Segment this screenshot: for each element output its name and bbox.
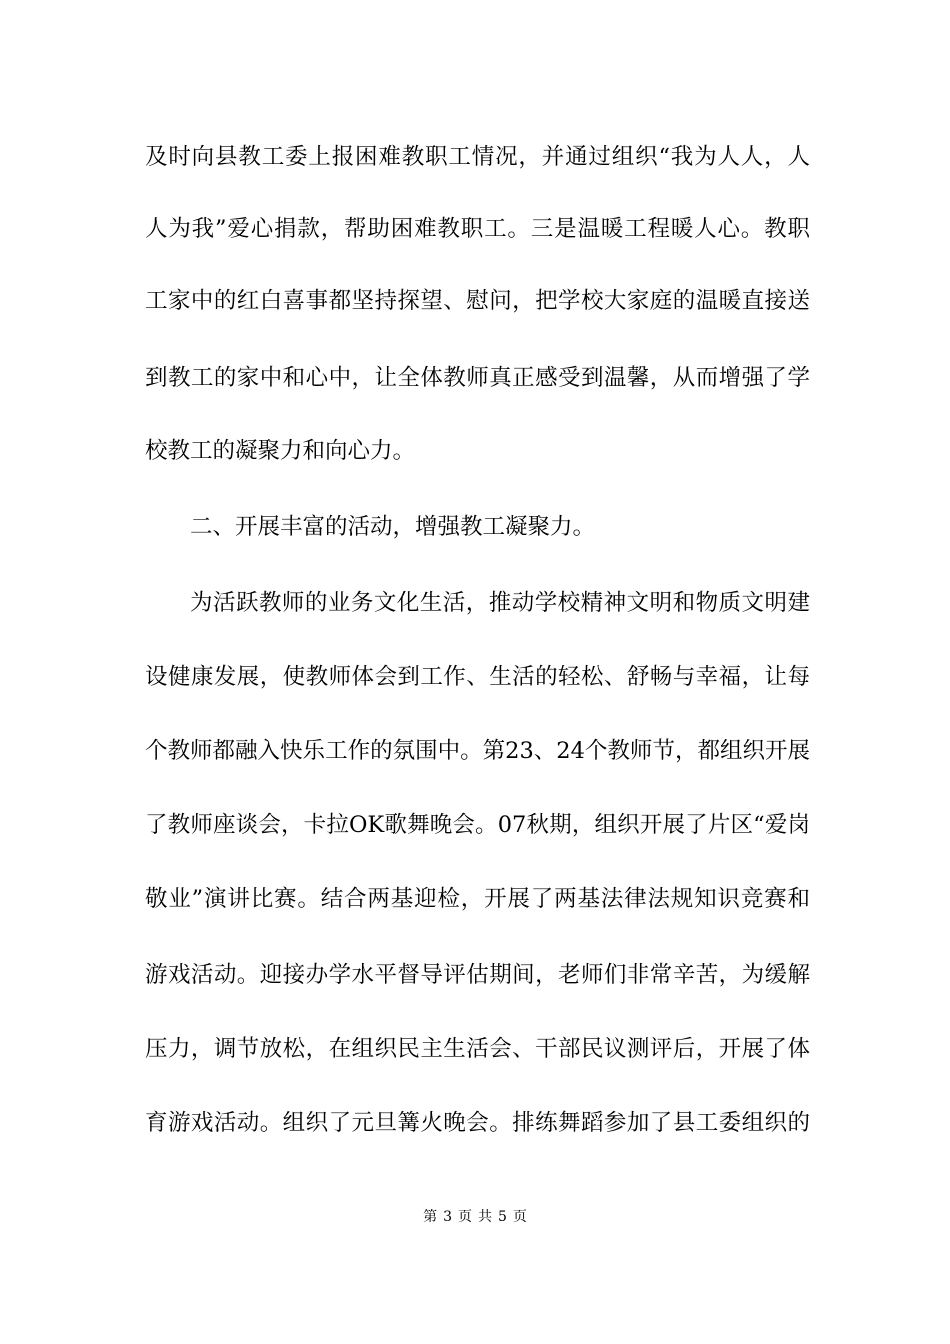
body-line-1: 及时向县教工委上报困难教职工情况，并通过组织“我为人人，人 (145, 144, 810, 170)
footer-suffix: 页 (512, 1209, 527, 1225)
section-heading: 二、开展丰富的活动，增强教工凝聚力。 (190, 514, 596, 540)
body-line-10: 了教师座谈会，卡拉OK歌舞晚会。07秋期，组织开展了片区“爱岗 (145, 812, 810, 838)
body-line-4: 到教工的家中和心中，让全体教师真正感受到温馨，从而增强了学 (145, 365, 810, 391)
page-footer (0, 1208, 950, 1226)
body-line-5: 校教工的凝聚力和向心力。 (145, 438, 416, 464)
body-line-13: 压力，调节放松，在组织民主生活会、干部民议测评后，开展了体 (145, 1036, 810, 1062)
body-line-12: 游戏活动。迎接办学水平督导评估期间，老师们非常辛苦，为缓解 (145, 962, 810, 988)
footer-total-prefix: 共 (478, 1209, 492, 1225)
body-line-2: 人为我”爱心捐款，帮助困难教职工。三是温暖工程暖人心。教职 (145, 216, 810, 242)
footer-page-word: 页 (458, 1209, 472, 1225)
body-line-9: 个教师都融入快乐工作的氛围中。第23、24个教师节，都组织开展 (145, 738, 810, 764)
body-line-8: 设健康发展，使教师体会到工作、生活的轻松、舒畅与幸福，让每 (145, 664, 810, 690)
body-line-3: 工家中的红白喜事都坚持探望、慰问，把学校大家庭的温暖直接送 (145, 288, 810, 314)
footer-current-page: 3 (443, 1209, 452, 1225)
body-line-14: 育游戏活动。组织了元旦篝火晚会。排练舞蹈参加了县工委组织的 (145, 1110, 810, 1136)
footer-total-pages: 5 (498, 1209, 507, 1225)
body-line-11: 敬业”演讲比赛。结合两基迎检，开展了两基法律法规知识竞赛和 (145, 886, 810, 912)
footer-prefix: 第 (423, 1209, 438, 1225)
body-line-7: 为活跃教师的业务文化生活，推动学校精神文明和物质文明建 (190, 590, 810, 616)
